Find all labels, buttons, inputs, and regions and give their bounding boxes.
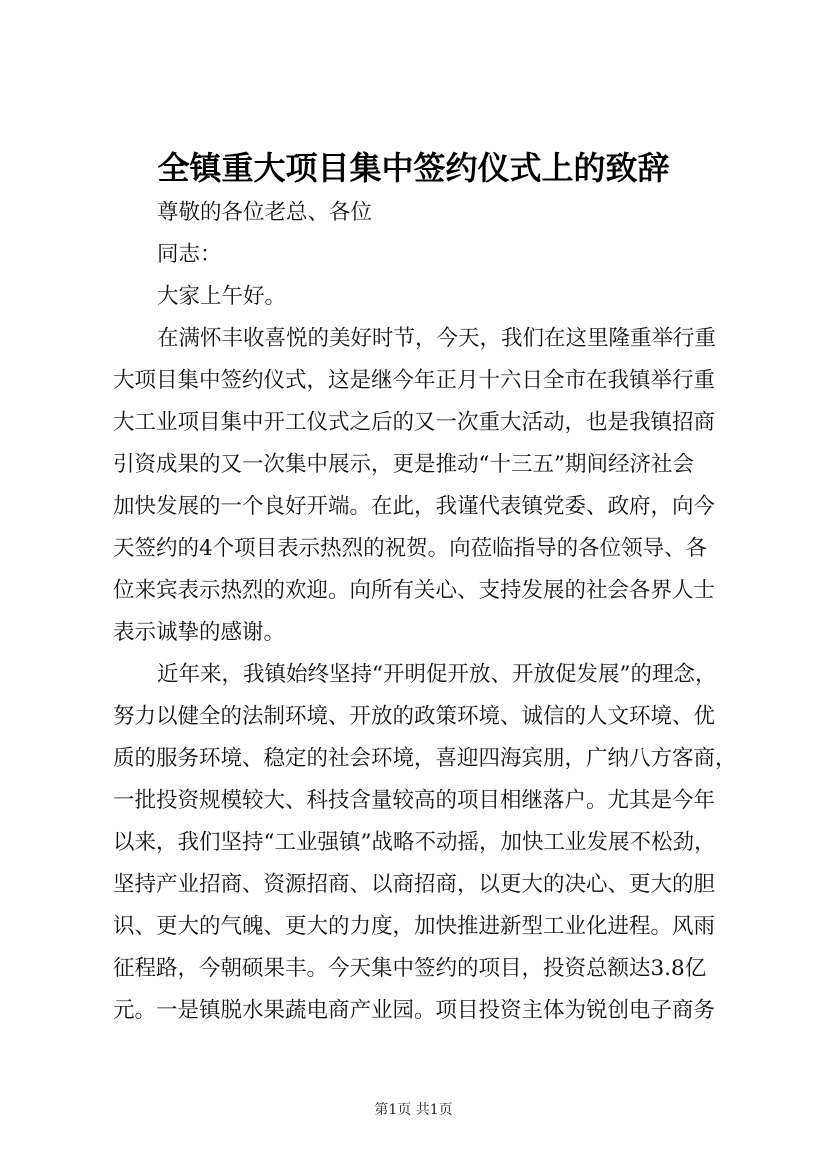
paragraph-2-line-1: 近年来，我镇始终坚持“开明促开放、开放促发展”的理念， — [157, 662, 717, 687]
paragraph-2-line-5: 以来，我们坚持“工业强镇”战略不动摇，加快工业发展不松劲， — [113, 830, 716, 855]
paragraph-1-line-8: 表示诚挚的感谢。 — [113, 620, 286, 645]
paragraph-1-line-6: 天签约的4个项目表示热烈的祝贺。向莅临指导的各位领导、各 — [113, 536, 708, 561]
paragraph-1-line-5: 加快发展的一个良好开端。在此，我谨代表镇党委、政府，向今 — [113, 494, 716, 519]
paragraph-2-line-3: 质的服务环境、稳定的社会环境，喜迎四海宾朋，广纳八方客商， — [113, 746, 737, 771]
paragraph-1-line-4: 引资成果的又一次集中展示，更是推动“十三五”期间经济社会 — [113, 452, 694, 477]
salutation-line-1: 尊敬的各位老总、各位 — [157, 200, 373, 225]
paragraph-2-line-9: 元。一是镇脱水果蔬电商产业园。项目投资主体为锐创电子商务 — [113, 998, 716, 1023]
paragraph-1-line-1: 在满怀丰收喜悦的美好时节，今天，我们在这里隆重举行重 — [157, 326, 717, 351]
paragraph-1-line-7: 位来宾表示热烈的欢迎。向所有关心、支持发展的社会各界人士 — [113, 578, 716, 603]
salutation-line-2: 同志： — [157, 242, 222, 267]
paragraph-2-line-6: 坚持产业招商、资源招商、以商招商，以更大的决心、更大的胆 — [113, 872, 716, 897]
paragraph-2-line-4: 一批投资规模较大、科技含量较高的项目相继落户。尤其是今年 — [113, 788, 716, 813]
paragraph-2-line-8: 征程路，今朝硕果丰。今天集中签约的项目，投资总额达3.8亿 — [113, 956, 707, 981]
paragraph-2-line-2: 努力以健全的法制环境、开放的政策环境、诚信的人文环境、优 — [113, 704, 716, 729]
greeting-line: 大家上午好。 — [157, 284, 287, 309]
paragraph-1-line-2: 大项目集中签约仪式，这是继今年正月十六日全市在我镇举行重 — [113, 368, 716, 393]
page-footer: 第1页 共1页 — [374, 1102, 453, 1118]
paragraph-1-line-3: 大工业项目集中开工仪式之后的又一次重大活动，也是我镇招商 — [113, 410, 716, 435]
paragraph-2-line-7: 识、更大的气魄、更大的力度，加快推进新型工业化进程。风雨 — [113, 914, 716, 939]
document-title: 全镇重大项目集中签约仪式上的致辞 — [157, 149, 670, 187]
